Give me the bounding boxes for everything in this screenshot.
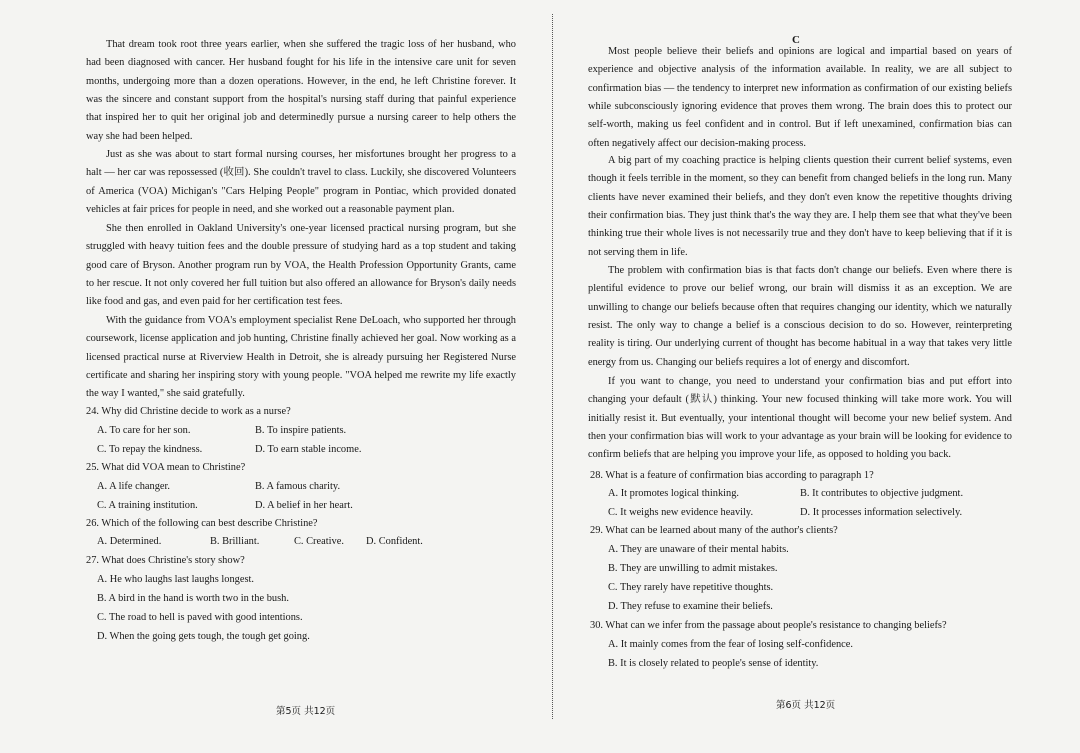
right-page-number: 第6页 共12页	[776, 700, 836, 711]
question-30: 30. What can we infer from the passage about people's resistance to changing beliefs?	[590, 620, 947, 631]
q24-option-d[interactable]: D. To earn stable income.	[255, 444, 362, 455]
q30-option-a[interactable]: A. It mainly comes from the fear of losing self-confidence.	[608, 639, 853, 650]
q29-option-a[interactable]: A. They are unaware of their mental habits.	[608, 544, 789, 555]
q27-option-c[interactable]: C. The road to hell is paved with good intentions.	[97, 612, 303, 623]
q27-option-a[interactable]: A. He who laughs last laughs longest.	[97, 574, 254, 585]
question-28: 28. What is a feature of confirmation bias according to paragraph 1?	[590, 470, 874, 481]
q28-option-b[interactable]: B. It contributes to objective judgment.	[800, 488, 964, 499]
q26-option-c[interactable]: C. Creative.	[294, 536, 344, 547]
q29-option-c[interactable]: C. They rarely have repetitive thoughts.	[608, 582, 774, 593]
q25-option-b[interactable]: B. A famous charity.	[255, 481, 341, 492]
left-page-number: 第5页 共12页	[276, 706, 336, 717]
question-24: 24. Why did Christine decide to work as a nurse?	[86, 406, 291, 417]
right-paragraph-2: A big part of my coaching practice is helping clients question their current belief systems, even though it feels terrible in the moment, so they can benefit from changed beliefs in the long run. Many clients have never examined their beliefs, and they don't even know the repetitive thoughts driving their confirmation bias. They just think that's the way they are. I help them see that what they've been thinking true their whole lives is not necessarily true and they don't have to keep believing that if it is not serving them in life.	[588, 155, 1012, 258]
q24-option-c[interactable]: C. To repay the kindness.	[97, 444, 203, 455]
q25-option-c[interactable]: C. A training institution.	[97, 500, 198, 511]
q25-option-d[interactable]: D. A belief in her heart.	[255, 500, 353, 511]
question-27: 27. What does Christine's story show?	[86, 555, 245, 566]
question-25: 25. What did VOA mean to Christine?	[86, 462, 246, 473]
q27-option-d[interactable]: D. When the going gets tough, the tough get going.	[97, 631, 310, 642]
left-paragraph-2: Just as she was about to start formal nursing courses, her misfortunes brought her progress to a halt — her car was repossessed (收回). She couldn't travel to class. Luckily, she discovered Volunteers of America (VOA) Michigan's "Cars Helping People" program in Pontiac, which provided donated vehicles at fair prices for people in need, and she worked out a reasonable payment plan.	[86, 149, 516, 216]
q30-option-b[interactable]: B. It is closely related to people's sense of identity.	[608, 658, 819, 669]
q27-option-b[interactable]: B. A bird in the hand is worth two in the bush.	[97, 593, 289, 604]
right-paragraph-3: The problem with confirmation bias is that facts don't change our beliefs. Even where there is plentiful evidence to prove our belief wrong, our brain will dismiss it as an exception. We are unwilling to change our beliefs because often that requires changing our identity, which we naturally resist. The only way to change a belief is a conscious decision to do so. However, reinterpreting reality is tiring. Our underlying current of thought has become habitual in a way that takes very little energy from us. Changing our beliefs requires a lot of energy and discomfort.	[588, 265, 1012, 368]
q24-option-b[interactable]: B. To inspire patients.	[255, 425, 347, 436]
q26-option-a[interactable]: A. Determined.	[97, 536, 162, 547]
left-paragraph-1: That dream took root three years earlier, when she suffered the tragic loss of her husband, who had been diagnosed with cancer. Her husband fought for his life in the intensive care unit for seven months, undergoing more than a dozen operations. However, in the end, he left Christine forever. It was the sincere and constant support from the hospital's nursing staff during that painful experience that inspired her to quit her original job and determinedly pursue a nursing career to help others the way she had been helped.	[86, 39, 516, 142]
right-page	[552, 0, 1080, 753]
question-26: 26. Which of the following can best describe Christine?	[86, 518, 318, 529]
q25-option-a[interactable]: A. A life changer.	[97, 481, 171, 492]
q28-option-a[interactable]: A. It promotes logical thinking.	[608, 488, 740, 499]
q29-option-b[interactable]: B. They are unwilling to admit mistakes.	[608, 563, 778, 574]
left-paragraph-3: She then enrolled in Oakland University's one-year licensed practical nursing program, but she struggled with heavy tuition fees and the double pressure of studying hard as a top student and taking good care of Bryson. Another program run by VOA, the Health Profession Opportunity Grants, came to her rescue. It not only covered her full tuition but also offered an allowance for Bryson's daily needs like food and gas, and even paid for her certification test fees.	[86, 223, 516, 308]
q26-option-d[interactable]: D. Confident.	[366, 536, 423, 547]
right-paragraph-4: If you want to change, you need to understand your confirmation bias and put effort into changing your default (默认) thinking. Your new focused thinking will take more work. You will initially resist it. But eventually, your intentional thought will become your new belief system. And then your confirmation bias will work to your advantage as your brain will be looking for evidence to confirm beliefs that are helping you improve your life, as opposed to holding you back.	[588, 376, 1012, 461]
left-paragraph-4: With the guidance from VOA's employment specialist Rene DeLoach, who supported her through coursework, license application and job hunting, Christine finally achieved her goal. Now working as a licensed practical nurse at Riverview Health in Detroit, she is already pursuing her Registered Nurse certificate and sharing her inspiring story with young people. "VOA helped me rewrite my life exactly the way I wanted," she said gratefully.	[86, 315, 516, 400]
q28-option-d[interactable]: D. It processes information selectively.	[800, 507, 963, 518]
q24-option-a[interactable]: A. To care for her son.	[97, 425, 191, 436]
q29-option-d[interactable]: D. They refuse to examine their beliefs.	[608, 601, 773, 612]
q26-option-b[interactable]: B. Brilliant.	[210, 536, 260, 547]
q28-option-c[interactable]: C. It weighs new evidence heavily.	[608, 507, 754, 518]
right-paragraph-1: Most people believe their beliefs and opinions are logical and impartial based on years of experience and objective analysis of the information available. In reality, we are all subject to confirmation bias — the tendency to interpret new information as confirmation of our existing beliefs while subconsciously ignoring evidence that proves them wrong. The brain does this to protect our self-worth, making us feel confident and in control. But if left unexamined, confirmation bias can often negatively affect our decision-making process.	[588, 46, 1012, 149]
section-c-label: C	[792, 34, 800, 46]
question-29: 29. What can be learned about many of the author's clients?	[590, 525, 838, 536]
